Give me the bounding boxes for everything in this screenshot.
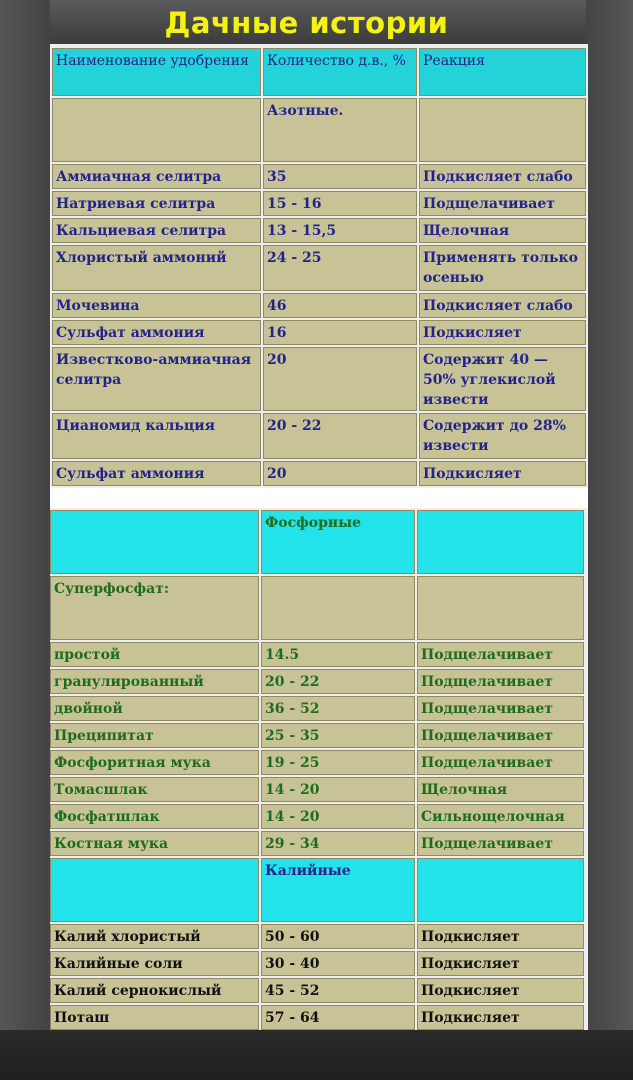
- header-name: Наименование удобрения: [52, 48, 261, 96]
- table-row-amount: 50 - 60: [261, 924, 415, 949]
- table-row-amount: 20: [263, 461, 417, 486]
- table-row-name: Аммиачная селитра: [52, 164, 261, 189]
- fertilizer-table: [50, 44, 588, 1030]
- table-row-name: Калий хлористый: [50, 924, 259, 949]
- table-row-reaction: Подкисляет: [417, 951, 584, 976]
- nitrogen-section-blank: [52, 98, 261, 162]
- header-reaction: Реакция: [419, 48, 586, 96]
- phosphorus-group-blank-2: [417, 576, 584, 640]
- table-row-amount: 20: [263, 347, 417, 411]
- nitrogen-section-blank-2: [419, 98, 586, 162]
- table-row-reaction: Щелочная: [419, 218, 586, 243]
- table-row-name: Сульфат аммония: [52, 320, 261, 345]
- table-row-name: Натриевая селитра: [52, 191, 261, 216]
- table-row-amount: 57 - 64: [261, 1005, 415, 1030]
- table-row-amount: 14.5: [261, 642, 415, 667]
- table-row-name: Томасшлак: [50, 777, 259, 802]
- header-amount: Количество д.в., %: [263, 48, 417, 96]
- table-row-name: Фосфатшлак: [50, 804, 259, 829]
- table-row-reaction: Подкисляет: [417, 924, 584, 949]
- phosphorus-group-label: Суперфосфат:: [50, 576, 259, 640]
- table-row-amount: 35: [263, 164, 417, 189]
- table-row-reaction: Сильнощелочная: [417, 804, 584, 829]
- table-row-name: Преципитат: [50, 723, 259, 748]
- table-row-reaction: Подкисляет: [417, 978, 584, 1003]
- table-row-name: простой: [50, 642, 259, 667]
- table-row-name: Кальциевая селитра: [52, 218, 261, 243]
- table-row-amount: 20 - 22: [263, 413, 417, 459]
- frame-right: [586, 0, 633, 1080]
- nitrogen-section-title: Азотные.: [263, 98, 417, 162]
- table-row-amount: 36 - 52: [261, 696, 415, 721]
- table-row-name: Калий сернокислый: [50, 978, 259, 1003]
- table-row-reaction: Подкисляет слабо: [419, 293, 586, 318]
- table-row-reaction: Подщелачивает: [417, 642, 584, 667]
- table-row-reaction: Подщелачивает: [417, 750, 584, 775]
- phosphorus-section-blank-2: [417, 510, 584, 574]
- table-row-name: двойной: [50, 696, 259, 721]
- frame-left: [0, 0, 50, 1080]
- potassium-section-blank-2: [417, 858, 584, 922]
- phosphorus-section-title: Фосфорные: [261, 510, 415, 574]
- frame-bottom: [0, 1030, 633, 1080]
- table-row-name: Известково-аммиачная селитра: [52, 347, 261, 411]
- table-row-reaction: Подщелачивает: [417, 723, 584, 748]
- phosphorus-section-blank: [50, 510, 259, 574]
- table-row-reaction: Подкисляет: [419, 320, 586, 345]
- potassium-section-title: Калийные: [261, 858, 415, 922]
- table-row-name: Костная мука: [50, 831, 259, 856]
- table-row-amount: 13 - 15,5: [263, 218, 417, 243]
- table-row-name: гранулированный: [50, 669, 259, 694]
- table-row-amount: 25 - 35: [261, 723, 415, 748]
- table-row-amount: 24 - 25: [263, 245, 417, 291]
- table-row-name: Хлористый аммоний: [52, 245, 261, 291]
- table-row-amount: 29 - 34: [261, 831, 415, 856]
- table-row-reaction: Подщелачивает: [419, 191, 586, 216]
- table-row-amount: 45 - 52: [261, 978, 415, 1003]
- table-row-reaction: Подкисляет: [417, 1005, 584, 1030]
- table-row-reaction: Содержит до 28% извести: [419, 413, 586, 459]
- table-row-name: Сульфат аммония: [52, 461, 261, 486]
- table-row-name: Мочевина: [52, 293, 261, 318]
- table-row-reaction: Подщелачивает: [417, 696, 584, 721]
- table-row-reaction: Подкисляет: [419, 461, 586, 486]
- page-title: Дачные истории: [164, 6, 449, 40]
- section-divider: [50, 488, 588, 508]
- table-row-amount: 15 - 16: [263, 191, 417, 216]
- table-row-amount: 19 - 25: [261, 750, 415, 775]
- table-row-amount: 46: [263, 293, 417, 318]
- table-row-name: Цианомид кальция: [52, 413, 261, 459]
- table-row-amount: 14 - 20: [261, 777, 415, 802]
- table-row-amount: 14 - 20: [261, 804, 415, 829]
- table-row-amount: 16: [263, 320, 417, 345]
- table-row-reaction: Подкисляет слабо: [419, 164, 586, 189]
- table-row-reaction: Щелочная: [417, 777, 584, 802]
- table-row-reaction: Содержит 40 — 50% углекислой извести: [419, 347, 586, 411]
- potassium-section-blank: [50, 858, 259, 922]
- table-row-name: Калийные соли: [50, 951, 259, 976]
- table-row-reaction: Применять только осенью: [419, 245, 586, 291]
- table-row-amount: 20 - 22: [261, 669, 415, 694]
- table-row-reaction: Подщелачивает: [417, 831, 584, 856]
- phosphorus-group-blank: [261, 576, 415, 640]
- table-row-name: Поташ: [50, 1005, 259, 1030]
- table-row-name: Фосфоритная мука: [50, 750, 259, 775]
- table-row-amount: 30 - 40: [261, 951, 415, 976]
- table-row-reaction: Подщелачивает: [417, 669, 584, 694]
